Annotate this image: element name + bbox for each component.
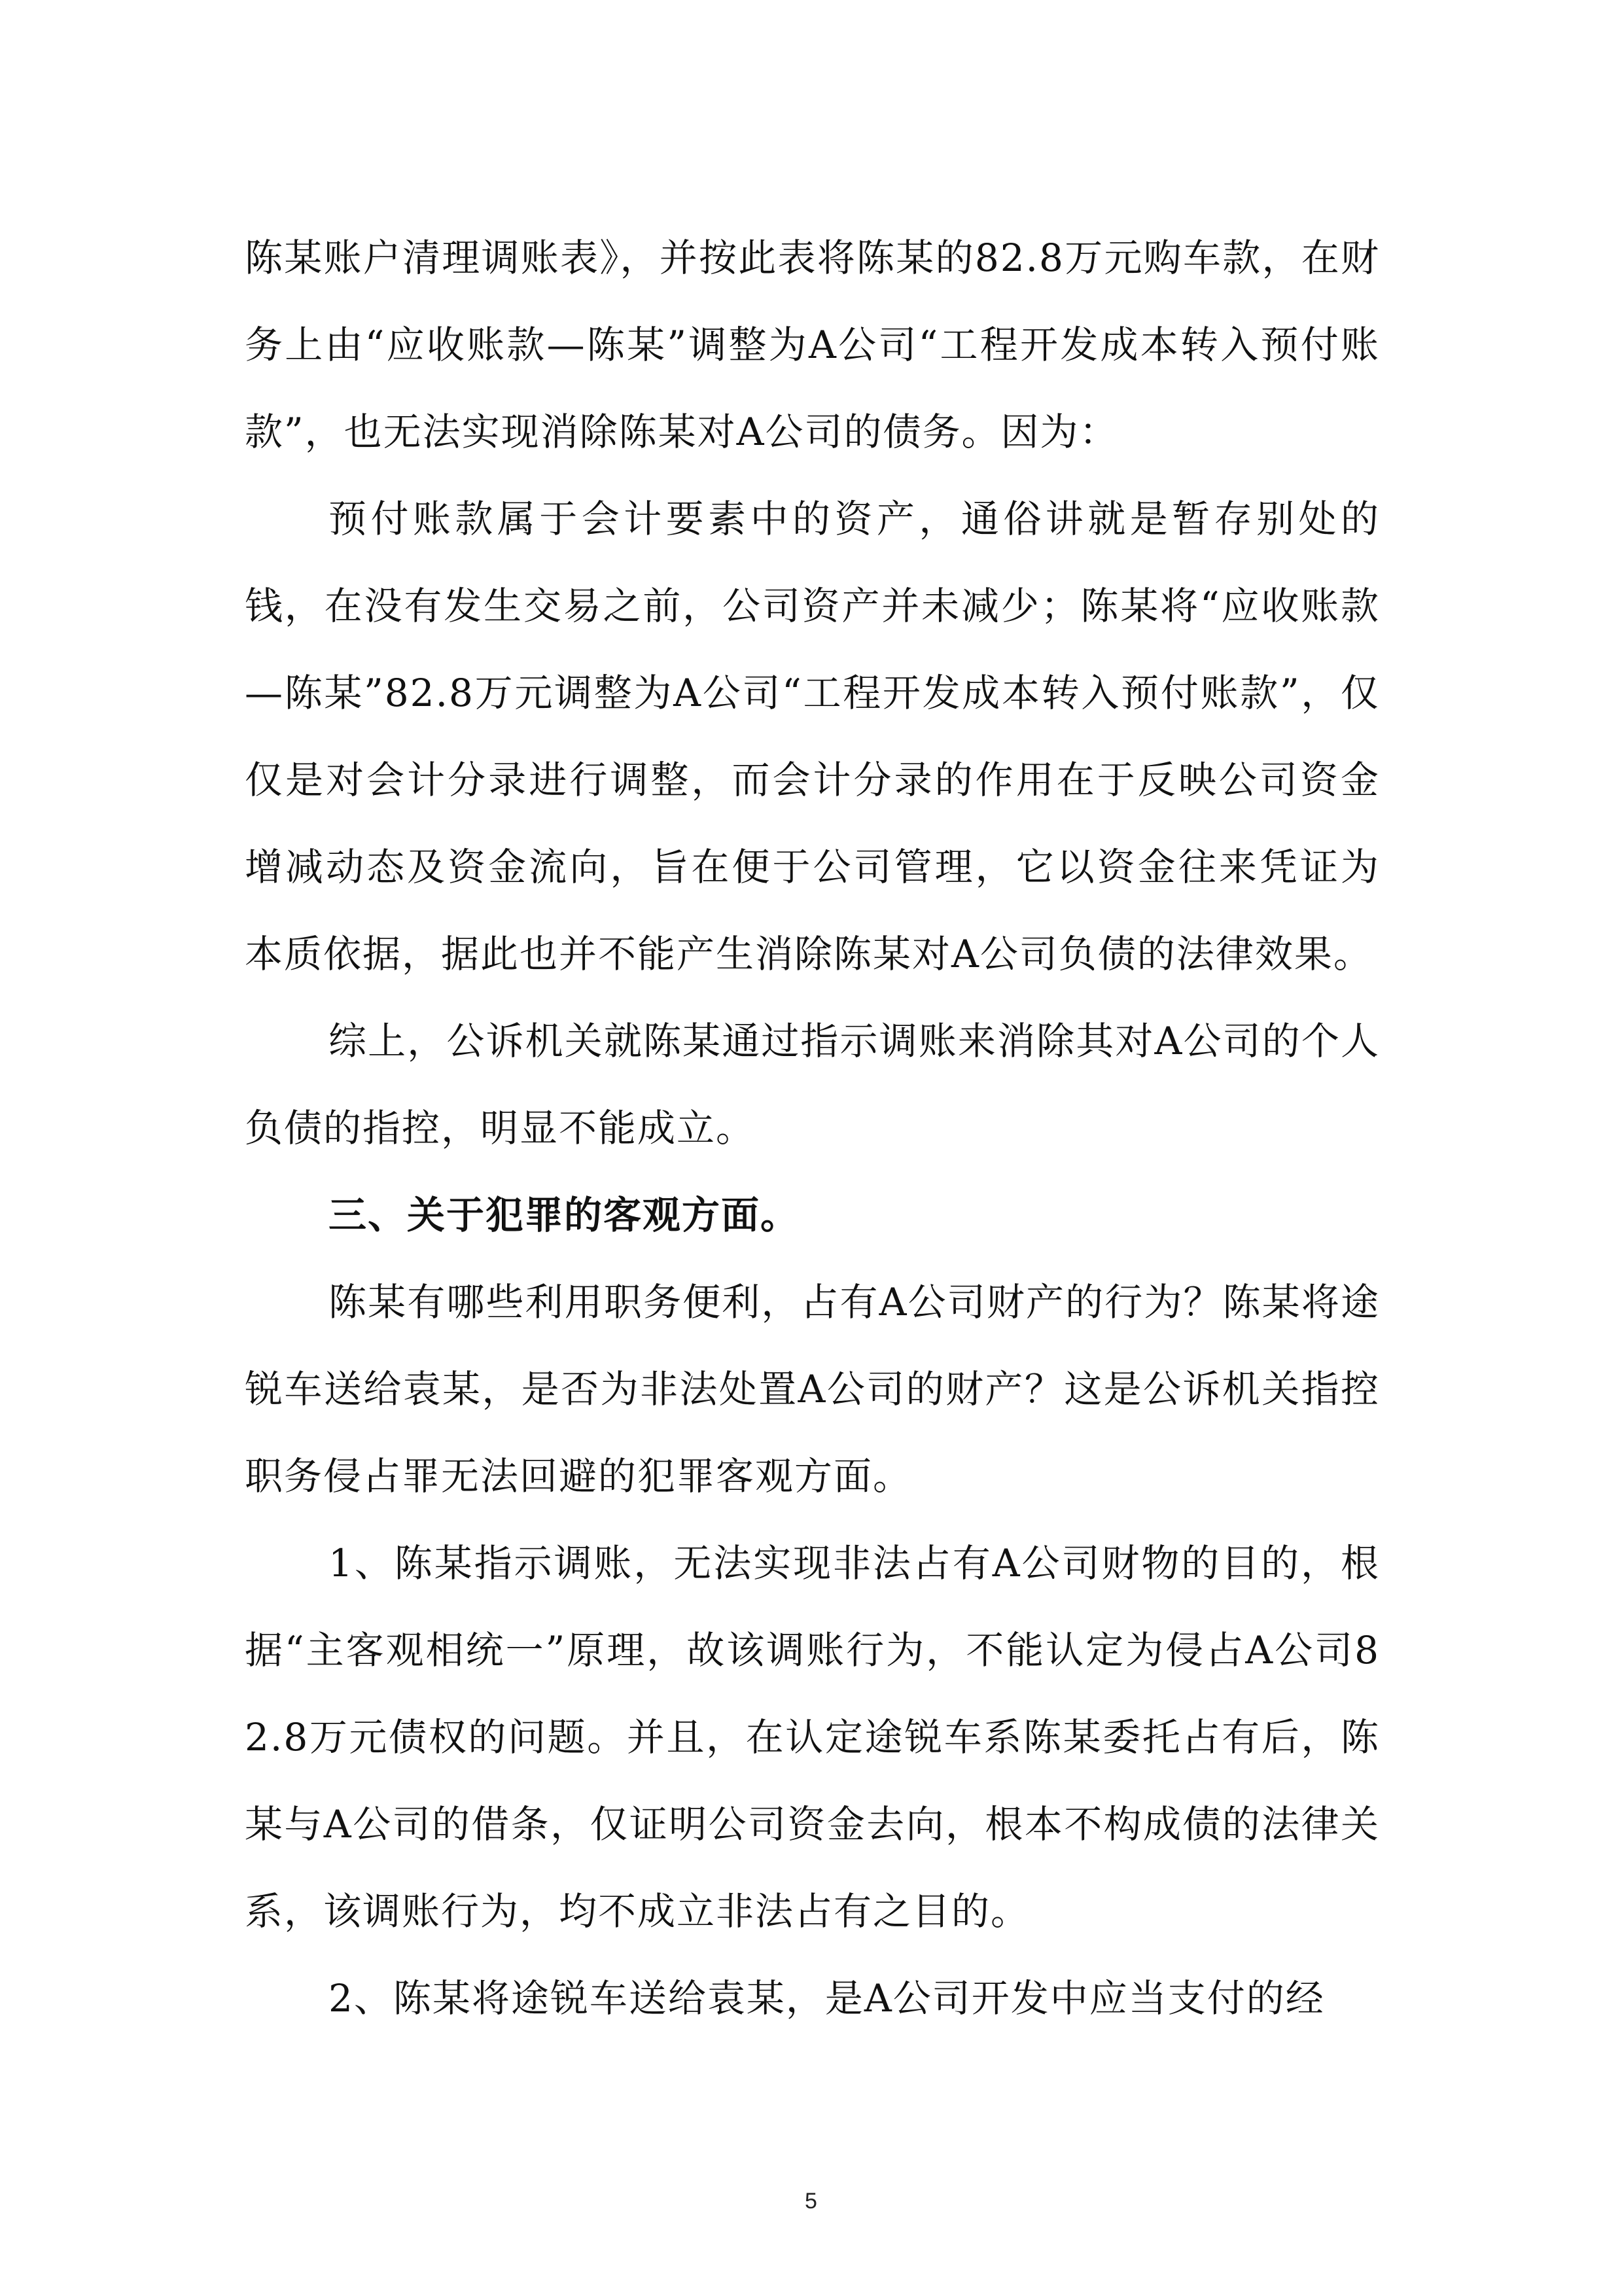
document-body: [245, 215, 1380, 2042]
section-heading-objective-aspect: 三、关于犯罪的客观方面。: [328, 1193, 800, 1237]
paragraph-objective-aspect-question: 陈某有哪些利用职务便利，占有A公司财产的行为？陈某将途锐车送给袁某，是否为非法处置A公司的财产？这是公诉机关指控职务侵占罪无法回避的犯罪客观方面。: [245, 1280, 1380, 1498]
paragraph-prepaid-accounts: 预付账款属于会计要素中的资产，通俗讲就是暂存别处的钱，在没有发生交易之前，公司资产并未减少；陈某将“应收账款—陈某”82.8万元调整为A公司“工程开发成本转入预付账款”，仅仅是对会计分录进行调整，而会计分录的作用在于反映公司资金增减动态及资金流向，旨在便于公司管理，它以资金往来凭证为本质依据，据此也并不能产生消除陈某对A公司负债的法律效果。: [245, 497, 1380, 976]
paragraph-continuation-adjustment-table: 陈某账户清理调账表》，并按此表将陈某的82.8万元购车款，在财务上由“应收账款—陈某”调整为A公司“工程开发成本转入预付账款”，也无法实现消除陈某对A公司的债务。因为：: [245, 236, 1380, 454]
paragraph-point-1: 1、陈某指示调账，无法实现非法占有A公司财物的目的，根据“主客观相统一”原理，故该调账行为，不能认定为侵占A公司82.8万元债权的问题。并且，在认定途锐车系陈某委托占有后，陈某与A公司的借条，仅证明公司资金去向，根本不构成债的法律关系，该调账行为，均不成立非法占有之目的。: [245, 1541, 1380, 1934]
page-number: 5: [805, 2189, 817, 2214]
paragraph-point-2: 2、陈某将途锐车送给袁某，是A公司开发中应当支付的经: [328, 1976, 1325, 2021]
paragraph-conclusion: 综上，公诉机关就陈某通过指示调账来消除其对A公司的个人负债的指控，明显不能成立。: [245, 1019, 1380, 1150]
